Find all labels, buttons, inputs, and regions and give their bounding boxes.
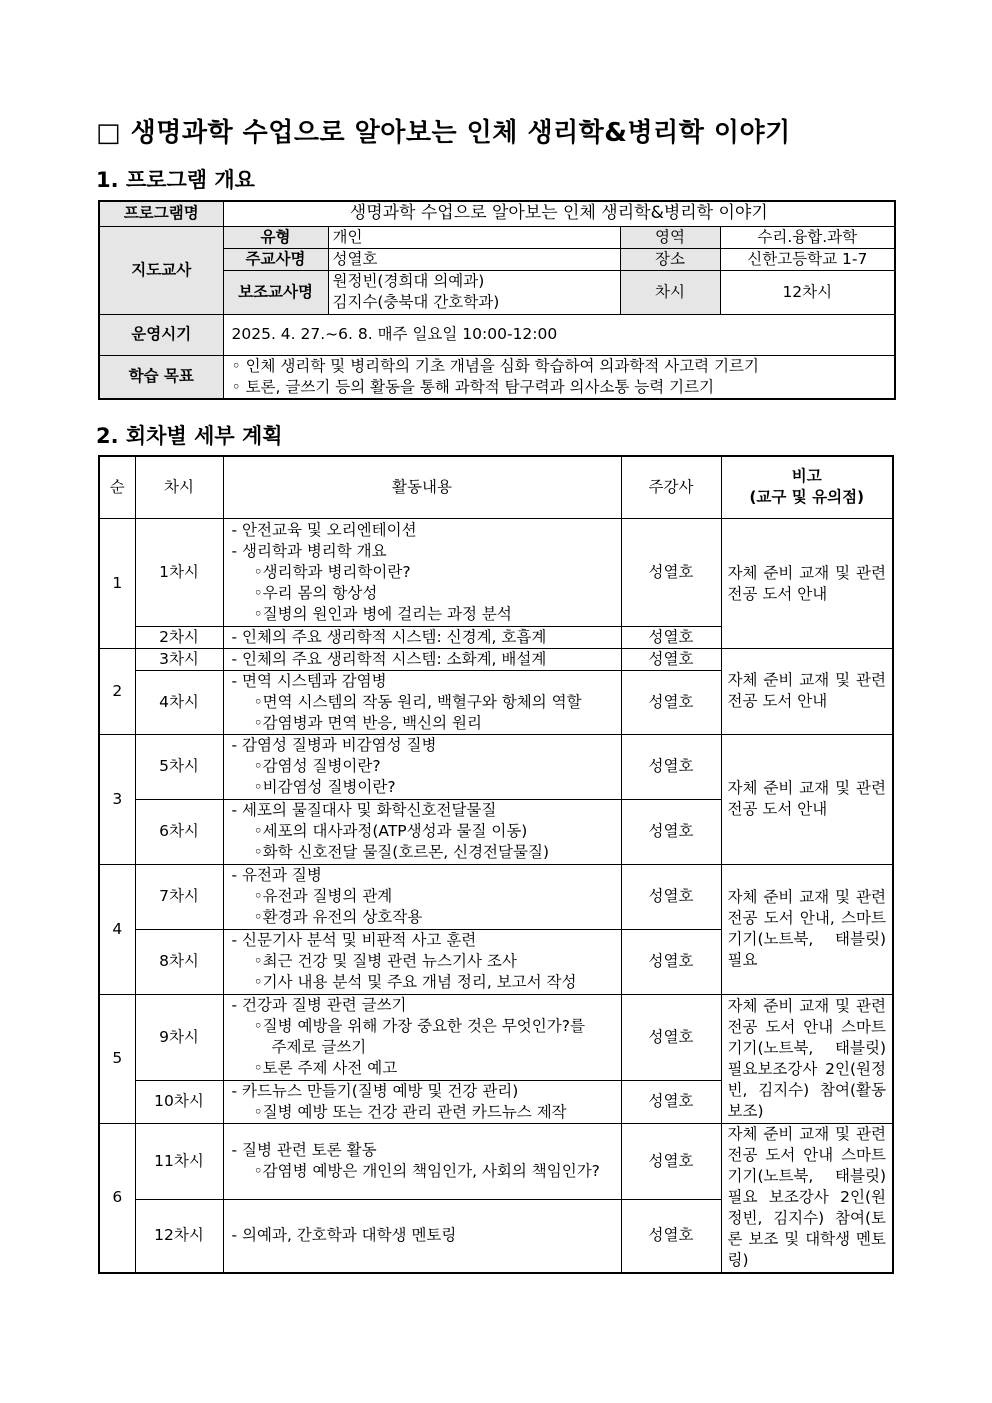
assistant-list (328, 270, 620, 314)
content-line: - 인체의 주요 생리학적 시스템: 소화계, 배설계 (231, 649, 547, 668)
place-value: 신한고등학교 1-7 (720, 248, 895, 270)
content-line: ◦감염병과 면역 반응, 백신의 원리 (253, 713, 482, 732)
content-cell (223, 1123, 621, 1199)
schedule-label: 운영시기 (99, 314, 223, 355)
table-row (99, 994, 893, 1080)
content-line: ◦최근 건강 및 질병 관련 뉴스기사 조사 (253, 952, 517, 970)
sessions-label: 차시 (620, 270, 720, 314)
overview-table (98, 200, 896, 400)
content-line: ◦감염병 예방은 개인의 책임인가, 사회의 책임인가? (253, 1162, 600, 1180)
table-row (99, 734, 893, 799)
type-value: 개인 (328, 226, 620, 248)
content-line: - 세포의 물질대사 및 화학신호전달물질 (231, 801, 497, 819)
header-session: 차시 (135, 456, 223, 518)
content-line: - 유전과 질병 (231, 866, 322, 884)
note-cell: 자체 준비 교재 및 관련 전공 도서 안내 (721, 518, 893, 648)
content-cell (223, 734, 621, 799)
session-cell: 10차시 (135, 1080, 223, 1123)
content-line: ◦질병의 원인과 병에 걸리는 과정 분석 (253, 604, 512, 623)
schedule-value: 2025. 4. 27.~6. 8. 매주 일요일 10:00-12:00 (223, 314, 895, 355)
content-cell (223, 626, 621, 648)
session-cell: 6차시 (135, 799, 223, 864)
session-cell: 2차시 (135, 626, 223, 648)
group-order: 6 (99, 1123, 135, 1273)
instructor-cell: 성열호 (621, 518, 721, 626)
content-line: ◦기사 내용 분석 및 주요 개념 정리, 보고서 작성 (253, 973, 577, 991)
content-line: ◦질병 예방 또는 건강 관리 관련 카드뉴스 제작 (253, 1102, 567, 1121)
session-cell: 11차시 (135, 1123, 223, 1199)
session-cell: 9차시 (135, 994, 223, 1080)
content-line: ◦우리 몸의 항상성 (253, 583, 378, 602)
content-cell (223, 1080, 621, 1123)
instructor-cell: 성열호 (621, 864, 721, 929)
instructor-cell: 성열호 (621, 1199, 721, 1273)
session-cell: 7차시 (135, 864, 223, 929)
header-content: 활동내용 (223, 456, 621, 518)
content-line: - 감염성 질병과 비감염성 질병 (231, 736, 437, 754)
table-row (99, 864, 893, 929)
document-title: □ 생명과학 수업으로 알아보는 인체 생리학&병리학 이야기 (96, 118, 791, 148)
session-cell: 4차시 (135, 670, 223, 734)
instructor-cell: 성열호 (621, 648, 721, 670)
header-note-line1: 비고 (791, 467, 822, 486)
header-note-line2: (교구 및 유의점) (749, 488, 865, 507)
note-cell: 자체 준비 교재 및 관련 전공 도서 안내 (721, 648, 893, 734)
instructor-cell: 성열호 (621, 994, 721, 1080)
group-order: 1 (99, 518, 135, 648)
content-line: ◦화학 신호전달 물질(호르몬, 신경전달물질) (253, 843, 549, 861)
header-instructor: 주강사 (621, 456, 721, 518)
content-line: - 면역 시스템과 감염병 (231, 671, 387, 690)
content-line: - 의예과, 간호학과 대학생 멘토링 (231, 1226, 457, 1245)
content-line: - 신문기사 분석 및 비판적 사고 훈련 (231, 931, 477, 949)
session-cell: 8차시 (135, 929, 223, 994)
session-cell: 12차시 (135, 1199, 223, 1273)
table-row (99, 518, 893, 626)
instructor-cell: 성열호 (621, 799, 721, 864)
instructor-cell: 성열호 (621, 734, 721, 799)
content-line: - 안전교육 및 오리엔테이션 (231, 520, 417, 539)
group-order: 2 (99, 648, 135, 734)
assistant-label: 보조교사명 (223, 270, 328, 314)
content-line: ◦세포의 대사과정(ATP생성과 물질 이동) (253, 822, 528, 840)
content-cell (223, 518, 621, 626)
instructor-cell: 성열호 (621, 1123, 721, 1199)
content-cell (223, 864, 621, 929)
content-cell (223, 670, 621, 734)
section-1-heading: 1. 프로그램 개요 (96, 168, 255, 192)
session-cell: 5차시 (135, 734, 223, 799)
content-cell (223, 1199, 621, 1273)
content-line: - 생리학과 병리학 개요 (231, 541, 387, 560)
content-line: - 질병 관련 토론 활동 (231, 1141, 377, 1159)
table-row (99, 648, 893, 670)
content-cell (223, 648, 621, 670)
section-2-heading: 2. 회차별 세부 계획 (96, 424, 283, 448)
note-cell: 자체 준비 교재 및 관련 전공 도서 안내 스마트 기기(노트북, 태블릿) 필요 보조강사 2인(원정빈, 김지수) 참여(토론 보조 및 대학생 멘토링) (721, 1123, 893, 1273)
goals-list (223, 355, 895, 399)
group-order: 3 (99, 734, 135, 864)
field-value: 수리.융합.과학 (720, 226, 895, 248)
content-line: 주제로 글쓰기 (271, 1038, 367, 1056)
content-line: ◦면역 시스템의 작동 원리, 백혈구와 항체의 역할 (253, 692, 582, 711)
content-line: ◦질병 예방을 위해 가장 중요한 것은 무엇인가?를 (253, 1017, 585, 1035)
session-cell: 1차시 (135, 518, 223, 626)
assistant-item: 원정빈(경희대 의예과) (332, 272, 485, 290)
place-label: 장소 (620, 248, 720, 270)
content-cell (223, 929, 621, 994)
group-order: 4 (99, 864, 135, 994)
content-line: ◦환경과 유전의 상호작용 (253, 908, 423, 926)
main-teacher-value: 성열호 (328, 248, 620, 270)
header-order: 순 (99, 456, 135, 518)
content-cell (223, 799, 621, 864)
session-cell: 3차시 (135, 648, 223, 670)
goal-item: ◦ 인체 생리학 및 병리학의 기초 개념을 심화 학습하여 의과학적 사고력 기르기 (231, 356, 760, 375)
instructor-cell: 성열호 (621, 626, 721, 648)
content-line: ◦비감염성 질병이란? (253, 778, 396, 796)
goals-label: 학습 목표 (99, 355, 223, 399)
schedule-table (98, 455, 894, 1274)
note-cell: 자체 준비 교재 및 관련 전공 도서 안내 스마트 기기(노트북, 태블릿) 필요보조강사 2인(원정빈, 김지수) 참여(활동 보조) (721, 994, 893, 1123)
program-name-value: 생명과학 수업으로 알아보는 인체 생리학&병리학 이야기 (223, 201, 895, 226)
instructor-cell: 성열호 (621, 929, 721, 994)
content-line: ◦유전과 질병의 관계 (253, 887, 393, 905)
content-line: ◦생리학과 병리학이란? (253, 562, 411, 581)
content-line: - 카드뉴스 만들기(질병 예방 및 건강 관리) (231, 1081, 519, 1100)
main-teacher-label: 주교사명 (223, 248, 328, 270)
group-order: 5 (99, 994, 135, 1123)
type-label: 유형 (223, 226, 328, 248)
instructor-cell: 성열호 (621, 670, 721, 734)
table-row (99, 1123, 893, 1199)
program-name-label: 프로그램명 (99, 201, 223, 226)
instructor-cell: 성열호 (621, 1080, 721, 1123)
content-line: ◦토론 주제 사전 예고 (253, 1059, 398, 1077)
field-label: 영역 (620, 226, 720, 248)
content-line: ◦감염성 질병이란? (253, 757, 381, 775)
header-note (721, 456, 893, 518)
content-cell (223, 994, 621, 1080)
sessions-value: 12차시 (720, 270, 895, 314)
note-cell: 자체 준비 교재 및 관련 전공 도서 안내, 스마트 기기(노트북, 태블릿) 필요 (721, 864, 893, 994)
content-line: - 인체의 주요 생리학적 시스템: 신경계, 호흡계 (231, 627, 547, 646)
note-cell: 자체 준비 교재 및 관련 전공 도서 안내 (721, 734, 893, 864)
assistant-item: 김지수(충북대 간호학과) (332, 293, 500, 311)
content-line: - 건강과 질병 관련 글쓰기 (231, 996, 407, 1014)
goal-item: ◦ 토론, 글쓰기 등의 활동을 통해 과학적 탐구력과 의사소통 능력 기르기 (231, 377, 715, 396)
teacher-label: 지도교사 (99, 226, 223, 314)
